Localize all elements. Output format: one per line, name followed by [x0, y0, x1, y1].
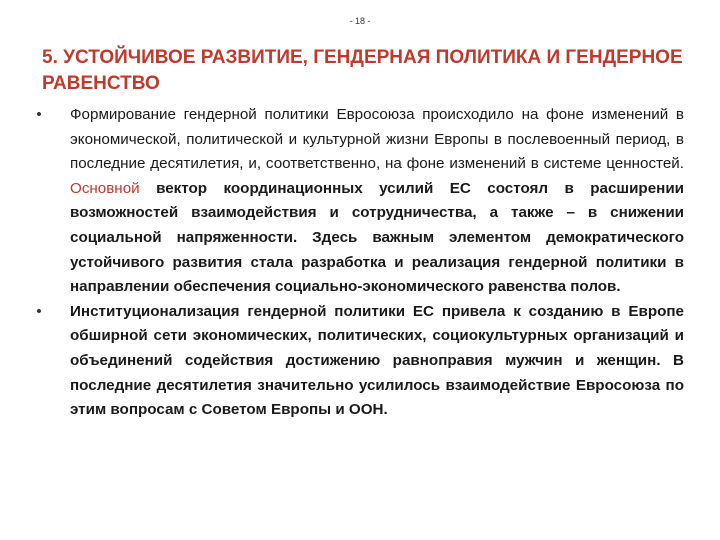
bullet-list — [32, 103, 684, 423]
page-number: - 18 - — [349, 16, 371, 26]
bullet-2-bold-text: Институционализация гендерной политики ЕС привела к созданию в Европе обширной сети экономических, политических, социокультурных организаций и объединений содействия достижению равноправия мужчин и женщин. В последние десятилетия значительно усилилось взаимодействие Евросоюза по этим вопросам с Советом Европы и ООН. — [70, 302, 684, 419]
bullet-item-1 — [32, 103, 684, 300]
bullet-1-bold-text: вектор координационных усилий ЕС состоял в расширении возможностей взаимодействия и сотрудничества, а также – в снижении социальной напряженности. Здесь важным элементом демократического устойчивого развития стала разработка и реализация гендерной политики в направлении обеспечения социально-экономического равенства полов. — [70, 179, 684, 296]
bullet-item-2 — [32, 300, 684, 423]
bullet-1-intro-text: Формирование гендерной политики Евросоюза происходило на фоне изменений в экономической, политической и культурной жизни Европы в послевоенный период, в последние десятилетия, и, соответственно, на фоне изменений в системе ценностей. — [70, 106, 684, 173]
bullet-dot-icon: • — [36, 302, 42, 320]
slide-title: 5. УСТОЙЧИВОЕ РАЗВИТИЕ, ГЕНДЕРНАЯ ПОЛИТИКА И ГЕНДЕРНОЕ РАВЕНСТВО — [42, 47, 683, 94]
bullet-1-highlight-text: Основной — [70, 179, 140, 197]
bullet-dot-icon: • — [36, 106, 42, 123]
